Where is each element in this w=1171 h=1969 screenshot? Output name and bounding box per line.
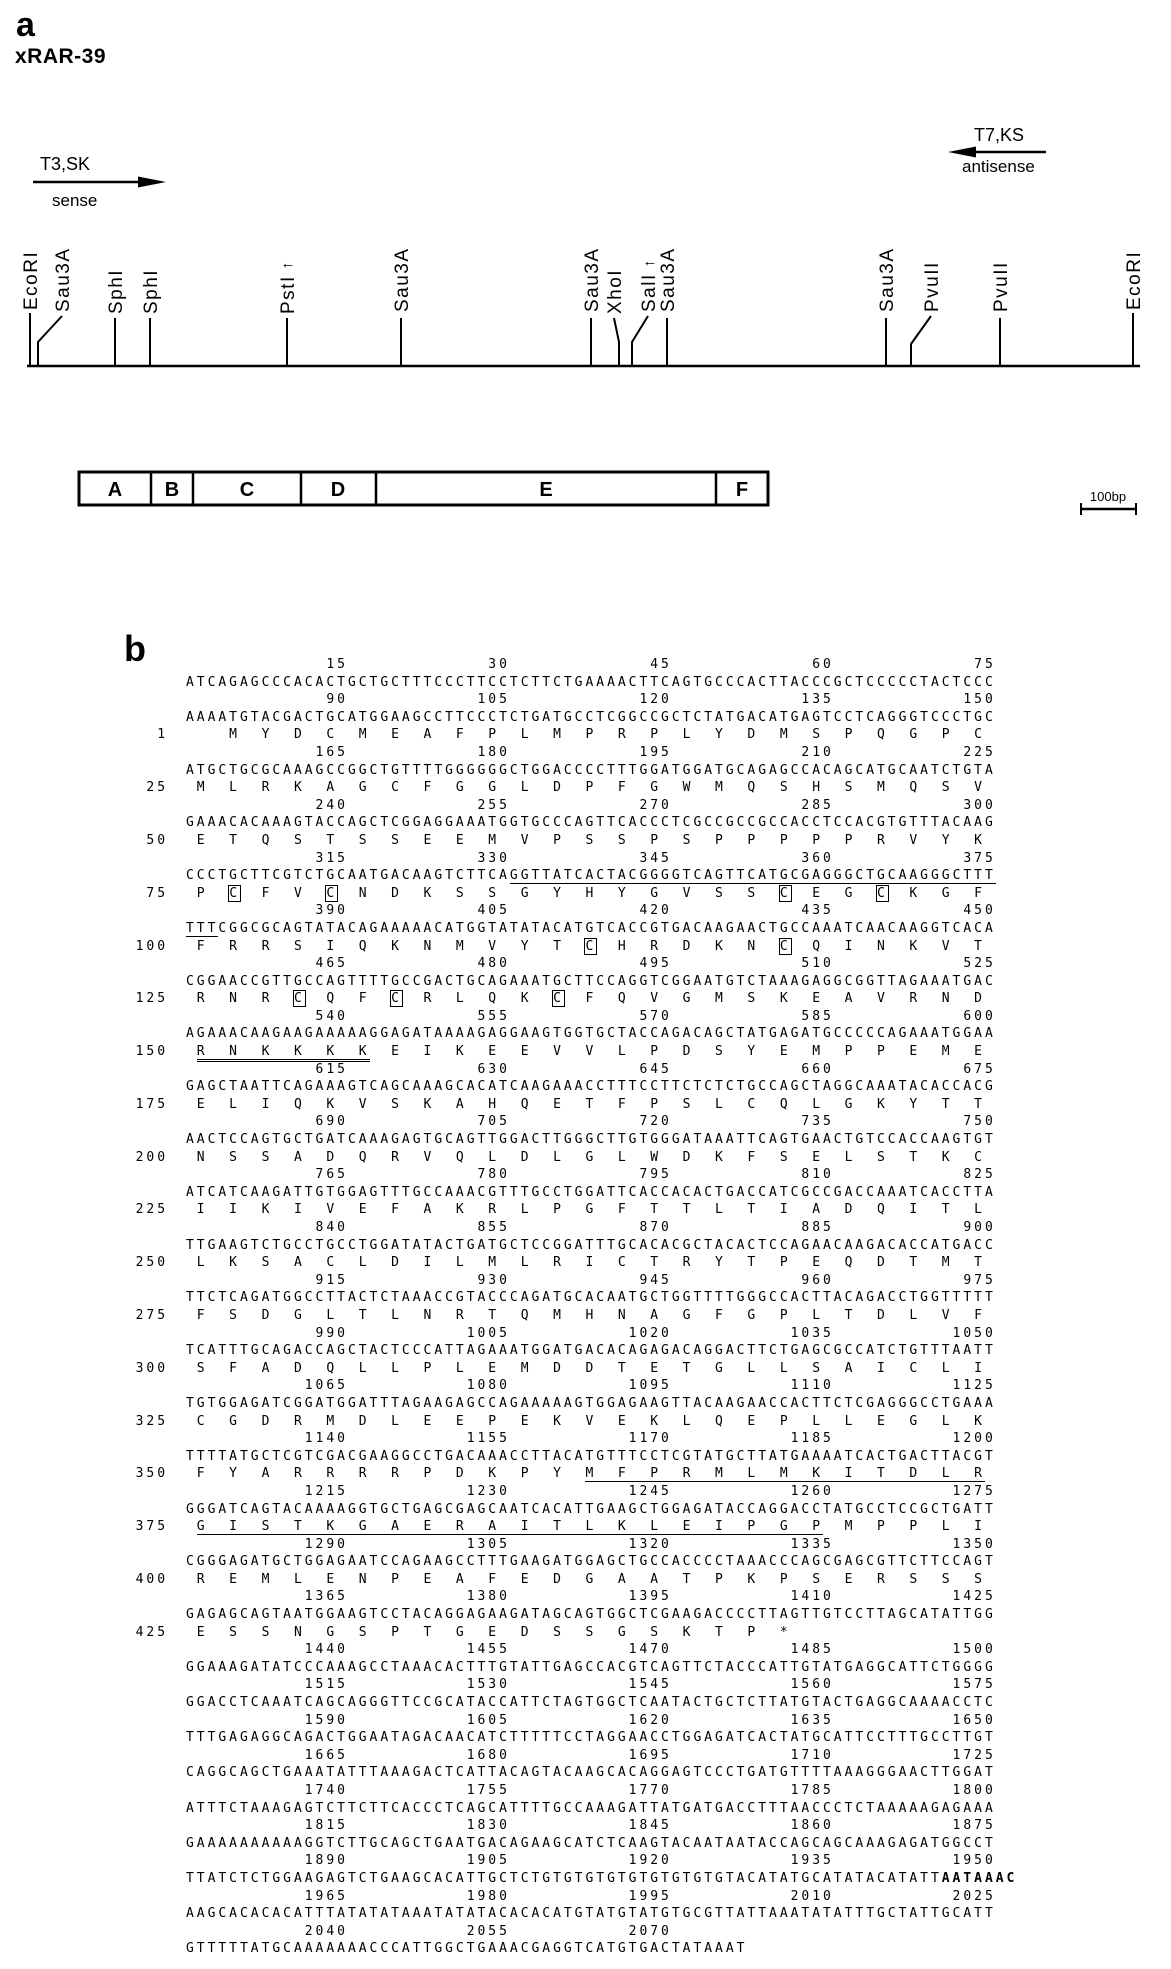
residue-number: 350: [135, 1466, 168, 1482]
protein-sequence-row: [0, 885, 1017, 903]
protein-sequence-row: [0, 726, 1017, 744]
sequence-text: 990 1005 1020 1035 1050: [186, 1325, 996, 1341]
sequence-text: R N K K K K E I K E E V V L P D S Y E M P P E M E: [186, 1044, 996, 1059]
sequence-text: 390 405 420 435 450: [186, 903, 996, 919]
t3-arrowhead-icon: [138, 177, 166, 188]
site-label-sali: SalI: [639, 273, 660, 312]
panel-b-label: b: [124, 628, 146, 669]
sequence-text: N S S A D Q R V Q L D L G L W D K F S E L S T K C: [186, 1149, 996, 1165]
seq-run: C: [229, 885, 240, 901]
position-number-row: [0, 850, 1017, 868]
sequence-text: CAGGCAGCTGAAATATTTAAAGACTCATTACAGTACAAGCACAGGAGTCCCTGATGTTTTAAAGGGAACTTGGAT: [186, 1765, 996, 1781]
sequence-text: F Y A R R R R P D K P Y M F P R M L M K I T D L R: [186, 1466, 985, 1482]
sequence-text: C G D R M D L E E P E K V E K L Q E P L L E G L K: [186, 1413, 996, 1429]
seq-run: C: [391, 991, 402, 1007]
sequence-text: ATTTCTAAAGAGTCTTCTTCACCCTCAGCATTTTGCCAAAGATTATGATGACCTTTAACCCTCTAAAAAGAGAAA: [186, 1800, 996, 1816]
dna-sequence-row: [0, 674, 1017, 692]
sequence-text: 2040 2055 2070: [186, 1923, 996, 1939]
t7-primer-label: T7,KS: [974, 125, 1025, 145]
position-number-row: [0, 1712, 1017, 1730]
sequence-text: 1290 1305 1320 1335 1350: [186, 1536, 996, 1552]
site-label-pvuii-2: PvuII: [991, 261, 1012, 312]
position-number-row: [0, 1272, 1017, 1290]
dna-sequence-row: [0, 1764, 1017, 1782]
residue-number: 1: [157, 727, 168, 743]
dna-sequence-row: [0, 814, 1017, 832]
residue-number: 150: [135, 1044, 168, 1060]
t7-arrowhead-icon: [948, 147, 976, 158]
residue-number: 125: [135, 991, 168, 1007]
domain-box-outline: [79, 472, 768, 505]
position-number-row: [0, 1676, 1017, 1694]
sequence-text: 1890 1905 1920 1935 1950: [186, 1853, 996, 1869]
dna-sequence-row: [0, 1237, 1017, 1255]
position-number-row: [0, 1325, 1017, 1343]
sequence-text: 1365 1380 1395 1410 1425: [186, 1589, 996, 1605]
dna-sequence-row: [0, 1395, 1017, 1413]
clone-name: xRAR-39: [15, 45, 107, 68]
seq-run: R N K K K K: [197, 1044, 370, 1062]
protein-sequence-row: [0, 1201, 1017, 1219]
residue-number: 100: [135, 938, 168, 954]
sequence-text: CGGAACCGTTGCCAGTTTTGCCGACTGCAGAAATGCTTCCAGGTCGGAATGTCTAAAGAGGCGGTTAGAAATGAC: [186, 973, 996, 989]
position-number-row: [0, 1888, 1017, 1906]
residue-number: 250: [135, 1255, 168, 1271]
position-number-row: [0, 1113, 1017, 1131]
dna-sequence-row: [0, 920, 1017, 938]
dna-sequence-row: [0, 867, 1017, 885]
dna-sequence-row: [0, 1131, 1017, 1149]
site-label-sau3a-3: Sau3A: [582, 247, 603, 312]
dna-sequence-row: [0, 1905, 1017, 1923]
domain-label-c: C: [239, 479, 255, 501]
residue-number: 75: [146, 885, 168, 901]
sequence-text: P C F V C N D K S S G Y H Y G V S S C E G C K G F: [186, 885, 996, 901]
site-tick-xhoi: [614, 318, 619, 366]
sequence-text: R N R C Q F C R L Q K C F Q V G M S K E A V R N D: [186, 991, 996, 1007]
sequence-text: L K S A C L D I L M L R I C T R Y T P E Q D T M T: [186, 1255, 996, 1271]
sequence-text: F R R S I Q K N M V Y T C H R D K N C Q I N K V T: [186, 938, 996, 954]
protein-sequence-row: [0, 1149, 1017, 1167]
dna-sequence-row: [0, 1078, 1017, 1096]
sequence-text: S F A D Q L L P L E M D D T E T G L L S A I C L I: [186, 1360, 996, 1376]
sequence-text: GGAAAGATATCCCAAAGCCTAAACACTTTGTATTGAGCCACGTCAGTTCTACCCATTGTATGAGGCATTCTGGGG: [186, 1659, 996, 1675]
scale-bar-label: 100bp: [1089, 489, 1127, 504]
sequence-text: 1515 1530 1545 1560 1575: [186, 1677, 996, 1693]
sequence-text: TCATTTGCAGACCAGCTACTCCCATTAGAAATGGATGACACAGAGACAGGACTTCTGAGCGCCATCTGTTTAATT: [186, 1343, 996, 1359]
sequence-text: E S S N G S P T G E D S S G S K T P *: [186, 1624, 996, 1640]
protein-sequence-row: [0, 938, 1017, 956]
seq-run: C: [326, 885, 338, 901]
position-number-row: [0, 1536, 1017, 1554]
protein-sequence-row: [0, 1465, 1017, 1483]
position-number-row: [0, 1641, 1017, 1659]
position-number-row: [0, 1747, 1017, 1765]
residue-number: 225: [135, 1202, 168, 1218]
position-number-row: [0, 1923, 1017, 1941]
position-number-row: [0, 1817, 1017, 1835]
position-number-row: [0, 691, 1017, 709]
dna-sequence-row: [0, 1870, 1017, 1888]
protein-sequence-row: [0, 1571, 1017, 1589]
seq-run: C: [585, 938, 597, 954]
sequence-text: 90 105 120 135 150: [186, 692, 996, 708]
position-number-row: [0, 1430, 1017, 1448]
sequence-text: 1215 1230 1245 1260 1275: [186, 1483, 996, 1499]
sequence-text: TGTGGAGATCGGATGGATTTAGAAGAGCCAGAAAAAGTGGAGAAGTTACAAGAACCACTTCTCGAGGGCCTGAAA: [186, 1395, 996, 1411]
site-label-sau3a-4: Sau3A: [658, 247, 679, 312]
site-label-sphi-2: SphI: [141, 268, 162, 314]
position-number-row: [0, 656, 1017, 674]
dna-sequence-row: [0, 1694, 1017, 1712]
sequence-text: AGAAACAAGAAGAAAAAGGAGATAAAAGAGGAAGTGGTGCTACCAGACAGCTATGAGATGCCCCCAGAAATGGAA: [186, 1026, 996, 1042]
position-number-row: [0, 744, 1017, 762]
sequence-text: E T Q S T S S E E M V P S S P S P P P P P R V Y K: [186, 832, 996, 848]
sequence-text: ATCAGAGCCCACACTGCTGCTTTCCCTTCCTCTTCTGAAAACTTCAGTGCCCACTTACCCGCTCCCCCTACTCCC: [186, 674, 996, 690]
sequence-text: 840 855 870 885 900: [186, 1220, 996, 1235]
dna-sequence-row: [0, 1342, 1017, 1360]
seq-run: C: [553, 991, 564, 1007]
domain-label-e: E: [539, 479, 553, 501]
sequence-text: 1740 1755 1770 1785 1800: [186, 1783, 996, 1798]
site-label-pvuii-1: PvuII: [922, 261, 943, 312]
dna-sequence-row: [0, 1659, 1017, 1677]
position-number-row: [0, 1061, 1017, 1079]
dna-sequence-row: [0, 1448, 1017, 1466]
t3-sense-label: sense: [52, 191, 98, 210]
restriction-map-figure: [0, 0, 1171, 540]
site-label-sau3a-2: Sau3A: [392, 247, 413, 312]
sequence-text: 1665 1680 1695 1710 1725: [186, 1747, 996, 1763]
position-number-row: [0, 955, 1017, 973]
protein-sequence-row: [0, 832, 1017, 850]
sequence-text: 465 480 495 510 525: [186, 956, 996, 972]
t7-antisense-label: antisense: [962, 157, 1035, 176]
protein-sequence-row: [0, 1518, 1017, 1536]
seq-run: C: [877, 885, 888, 901]
dna-sequence-row: [0, 709, 1017, 727]
sequence-text: TTATCTCTGGAAGAGTCTGAAGCACATTGCTCTGTGTGTGTGTGTGTGTGTACATATGCATATACATATTAATAAAC: [186, 1870, 1018, 1886]
residue-number: 200: [135, 1149, 168, 1165]
sequence-text: AAGCACACACATTTATATATAAATATATACACACATGTATGTATGTGCGTTATTAAATATATTTGCTATTGCATT: [186, 1906, 996, 1922]
dna-sequence-row: [0, 1729, 1017, 1747]
sequence-text: 1140 1155 1170 1185 1200: [186, 1431, 996, 1447]
sequence-text: 1965 1980 1995 2010 2025: [186, 1888, 996, 1904]
site-label-ecori-left: EcoRI: [21, 250, 42, 310]
dna-sequence-row: [0, 1289, 1017, 1307]
position-number-row: [0, 1166, 1017, 1184]
sequence-text: M L R K A G C F G G L D P F G W M Q S H S M Q S V: [186, 780, 996, 796]
site-tick-pvuii-1: [911, 316, 931, 366]
sequence-text: 1065 1080 1095 1110 1125: [186, 1378, 996, 1394]
seq-run: C: [779, 938, 791, 954]
dna-sequence-row: [0, 1835, 1017, 1853]
sequence-text: GAAAAAAAAAAGGTCTTGCAGCTGAATGACAGAAGCATCTCAAGTACAATAATACCAGCAGCAAAGAGATGGCCT: [186, 1835, 996, 1851]
dna-sequence-row: [0, 1025, 1017, 1043]
seq-run: AATAAAC: [941, 1870, 1018, 1886]
seq-run: C: [779, 885, 791, 901]
position-number-row: [0, 1008, 1017, 1026]
residue-number: 25: [146, 780, 168, 796]
site-label-sau3a-1: Sau3A: [53, 247, 74, 312]
t3-primer-label: T3,SK: [40, 154, 91, 174]
sequence-text: E L I Q K V S K A H Q E T F P S L C Q L G K Y T T: [186, 1096, 996, 1112]
position-number-row: [0, 1588, 1017, 1606]
dna-sequence-row: [0, 1800, 1017, 1818]
sequence-text: ATCATCAAGATTGTGGAGTTTGCCAAACGTTTGCCTGGATTCACCACACTGACCATCGCCGACCAAATCACCTTA: [186, 1184, 996, 1200]
protein-sequence-row: [0, 990, 1017, 1008]
sequence-text: 915 930 945 960 975: [186, 1272, 996, 1288]
residue-number: 425: [135, 1624, 168, 1640]
site-label-sphi-1: SphI: [106, 268, 127, 314]
sequence-text: 1590 1605 1620 1635 1650: [186, 1712, 996, 1728]
sequence-text: R E M L E N P E A F E D G A A T P K P S E R S S S: [186, 1571, 996, 1587]
seq-run: M F P R M L M K I T D L R: [585, 1466, 985, 1482]
residue-number: 300: [135, 1360, 168, 1376]
sequence-text: AACTCCAGTGCTGATCAAAGAGTGCAGTTGGACTTGGGCTTGTGGGATAAATTCAGTGAACTGTCCACCAAGTGT: [186, 1132, 996, 1148]
sequence-text: 765 780 795 810 825: [186, 1167, 996, 1183]
protein-sequence-row: [0, 1096, 1017, 1114]
sequence-text: 1815 1830 1845 1860 1875: [186, 1818, 996, 1834]
panel-a-label: a: [16, 6, 35, 44]
protein-sequence-row: [0, 779, 1017, 797]
residue-number: 325: [135, 1413, 168, 1429]
sequence-text: 240 255 270 285 300: [186, 797, 996, 813]
sequence-listing: [0, 656, 1017, 1958]
sequence-text: GAGAGCAGTAATGGAAGTCCTACAGGAGAAGATAGCAGTGGCTCGAAGACCCCTTAGTTGTCCTTAGCATATTGG: [186, 1607, 996, 1623]
position-number-row: [0, 1219, 1017, 1237]
sequence-text: 1440 1455 1470 1485 1500: [186, 1642, 996, 1658]
protein-sequence-row: [0, 1307, 1017, 1325]
sequence-text: 15 30 45 60 75: [186, 657, 996, 672]
position-number-row: [0, 1483, 1017, 1501]
sequence-text: GTTTTTATGCAAAAAAACCCATTGGCTGAAACGAGGTCATGTGACTATAAAT: [186, 1941, 748, 1957]
domain-label-a: A: [107, 479, 123, 501]
residue-number: 275: [135, 1307, 168, 1323]
sequence-text: GGACCTCAAATCAGCAGGGTTCCGCATACCATTCTAGTGGCTCAATACTGCTCTTATGTACTGAGGCAAAACCTC: [186, 1695, 996, 1711]
psti-truncation-arrow-icon: ←: [280, 255, 296, 272]
sequence-text: TTGAAGTCTGCCTGCCTGGATATACTGATGCTCCGGATTTGCACACGCTACACTCCAGAACAAGACACCATGACC: [186, 1237, 996, 1253]
sequence-text: 690 705 720 735 750: [186, 1114, 996, 1130]
dna-sequence-row: [0, 973, 1017, 991]
residue-number: 50: [146, 832, 168, 848]
residue-number: 400: [135, 1571, 168, 1587]
sequence-text: TTCTCAGATGGCCTTACTCTAAACCGTACCCAGATGCACAATGCTGGTTTTGGGCCACTTACAGACCTGGTTTTT: [186, 1290, 996, 1306]
position-number-row: [0, 1852, 1017, 1870]
sequence-text: GAAACACAAAGTACCAGCTCGGAGGAAATGGTGCCCAGTTCACCCTCGCCGCCGCCACCTCCACGTGTTTACAAG: [186, 815, 996, 831]
position-number-row: [0, 797, 1017, 815]
protein-sequence-row: [0, 1360, 1017, 1378]
sequence-text: CCCTGCTTCGTCTGCAATGACAAGTCTTCAGGTTATCACTACGGGGTCAGTTCATGCGAGGGCTGCAAGGGCTTT: [186, 868, 996, 884]
sequence-text: TTTGAGAGGCAGACTGGAATAGACAACATCTTTTTCCTAGGAACCTGGAGATCACTATGCATTCCTTTGCCTTGT: [186, 1730, 996, 1746]
protein-sequence-row: [0, 1624, 1017, 1642]
position-number-row: [0, 1377, 1017, 1395]
seq-run: G I S T K G A E R A I T L K L E I P G P: [196, 1519, 824, 1535]
site-tick-sali: [632, 316, 648, 366]
sequence-text: 615 630 645 660 675: [186, 1061, 996, 1077]
dna-sequence-row: [0, 1940, 1017, 1958]
dna-sequence-row: [0, 1184, 1017, 1202]
site-label-psti: PstI: [278, 275, 299, 314]
position-number-row: [0, 902, 1017, 920]
domain-label-b: B: [164, 479, 180, 501]
sequence-text: I I K I V E F A K R L P G F T T L T I A D Q I T L: [186, 1202, 996, 1218]
sequence-text: 165 180 195 210 225: [186, 744, 996, 760]
dna-sequence-row: [0, 1501, 1017, 1519]
sequence-text: GAGCTAATTCAGAAAGTCAGCAAAGCACATCAAGAAACCTTTCCTTCTCTCTGCCAGCTAGGCAAATACACCACG: [186, 1079, 996, 1095]
seq-run: GGTTATCACTACGGGGTCAGTTCATGCGAGGGCTGCAAGGGCTTT: [509, 868, 996, 884]
sequence-text: GGGATCAGTACAAAAGGTGCTGAGCGAGCAATCACATTGAAGCTGGAGATACCAGGACCTATGCCTCCGCTGATT: [186, 1501, 996, 1517]
position-number-row: [0, 1782, 1017, 1800]
sequence-text: CGGGAGATGCTGGAGAATCCAGAAGCCTTTGAAGATGGAGCTGCCACCCCTAAACCCAGCGAGCGTTCTTCCAGT: [186, 1554, 996, 1570]
domain-label-f: F: [735, 479, 749, 501]
sequence-text: G I S T K G A E R A I T L K L E I P G P M P P L I: [196, 1519, 996, 1535]
site-label-sau3a-5: Sau3A: [877, 247, 898, 312]
protein-sequence-row: [0, 1254, 1017, 1272]
residue-number: 375: [135, 1519, 168, 1535]
dna-sequence-row: [0, 1606, 1017, 1624]
dna-sequence-row: [0, 1553, 1017, 1571]
sequence-text: TTTTATGCTCGTCGACGAAGGCCTGACAAACCTTACATGTTTCCTCGTATGCTTATGAAAATCACTGACTTACGT: [186, 1448, 996, 1464]
sequence-text: M Y D C M E A F P L M P R P L Y D M S P Q G P C: [186, 727, 996, 743]
sequence-text: AAAATGTACGACTGCATGGAAGCCTTCCCTCTGATGCCTCGGCCGCTCTATGACATGAGTCCTCAGGGTCCCTGC: [186, 709, 996, 725]
sequence-text: 540 555 570 585 600: [186, 1008, 996, 1024]
domain-label-d: D: [330, 479, 346, 501]
dna-sequence-row: [0, 762, 1017, 780]
site-label-xhoi: XhoI: [605, 268, 626, 314]
site-tick-sau3a-1: [38, 316, 62, 366]
site-label-ecori-right: EcoRI: [1124, 250, 1145, 310]
sequence-text: 315 330 345 360 375: [186, 850, 996, 866]
sali-truncation-arrow-icon: ←: [642, 253, 658, 270]
seq-run: C: [293, 991, 305, 1007]
sequence-text: TTTCGGCGCAGTATACAGAAAAACATGGTATATACATGTCACCGTGACAAGAACTGCCAAATCAACAAGGTCACA: [186, 920, 996, 936]
seq-run: TTT: [186, 920, 219, 936]
protein-sequence-row: [0, 1043, 1017, 1061]
sequence-text: F S D G L T L N R T Q M H N A G F G P L T D L V F: [186, 1307, 996, 1323]
protein-sequence-row: [0, 1413, 1017, 1431]
sequence-text: ATGCTGCGCAAAGCCGGCTGTTTTGGGGGGCTGGACCCCTTTGGATGGATGCAGAGCCACAGCATGCAATCTGTA: [186, 762, 996, 778]
residue-number: 175: [135, 1096, 168, 1112]
